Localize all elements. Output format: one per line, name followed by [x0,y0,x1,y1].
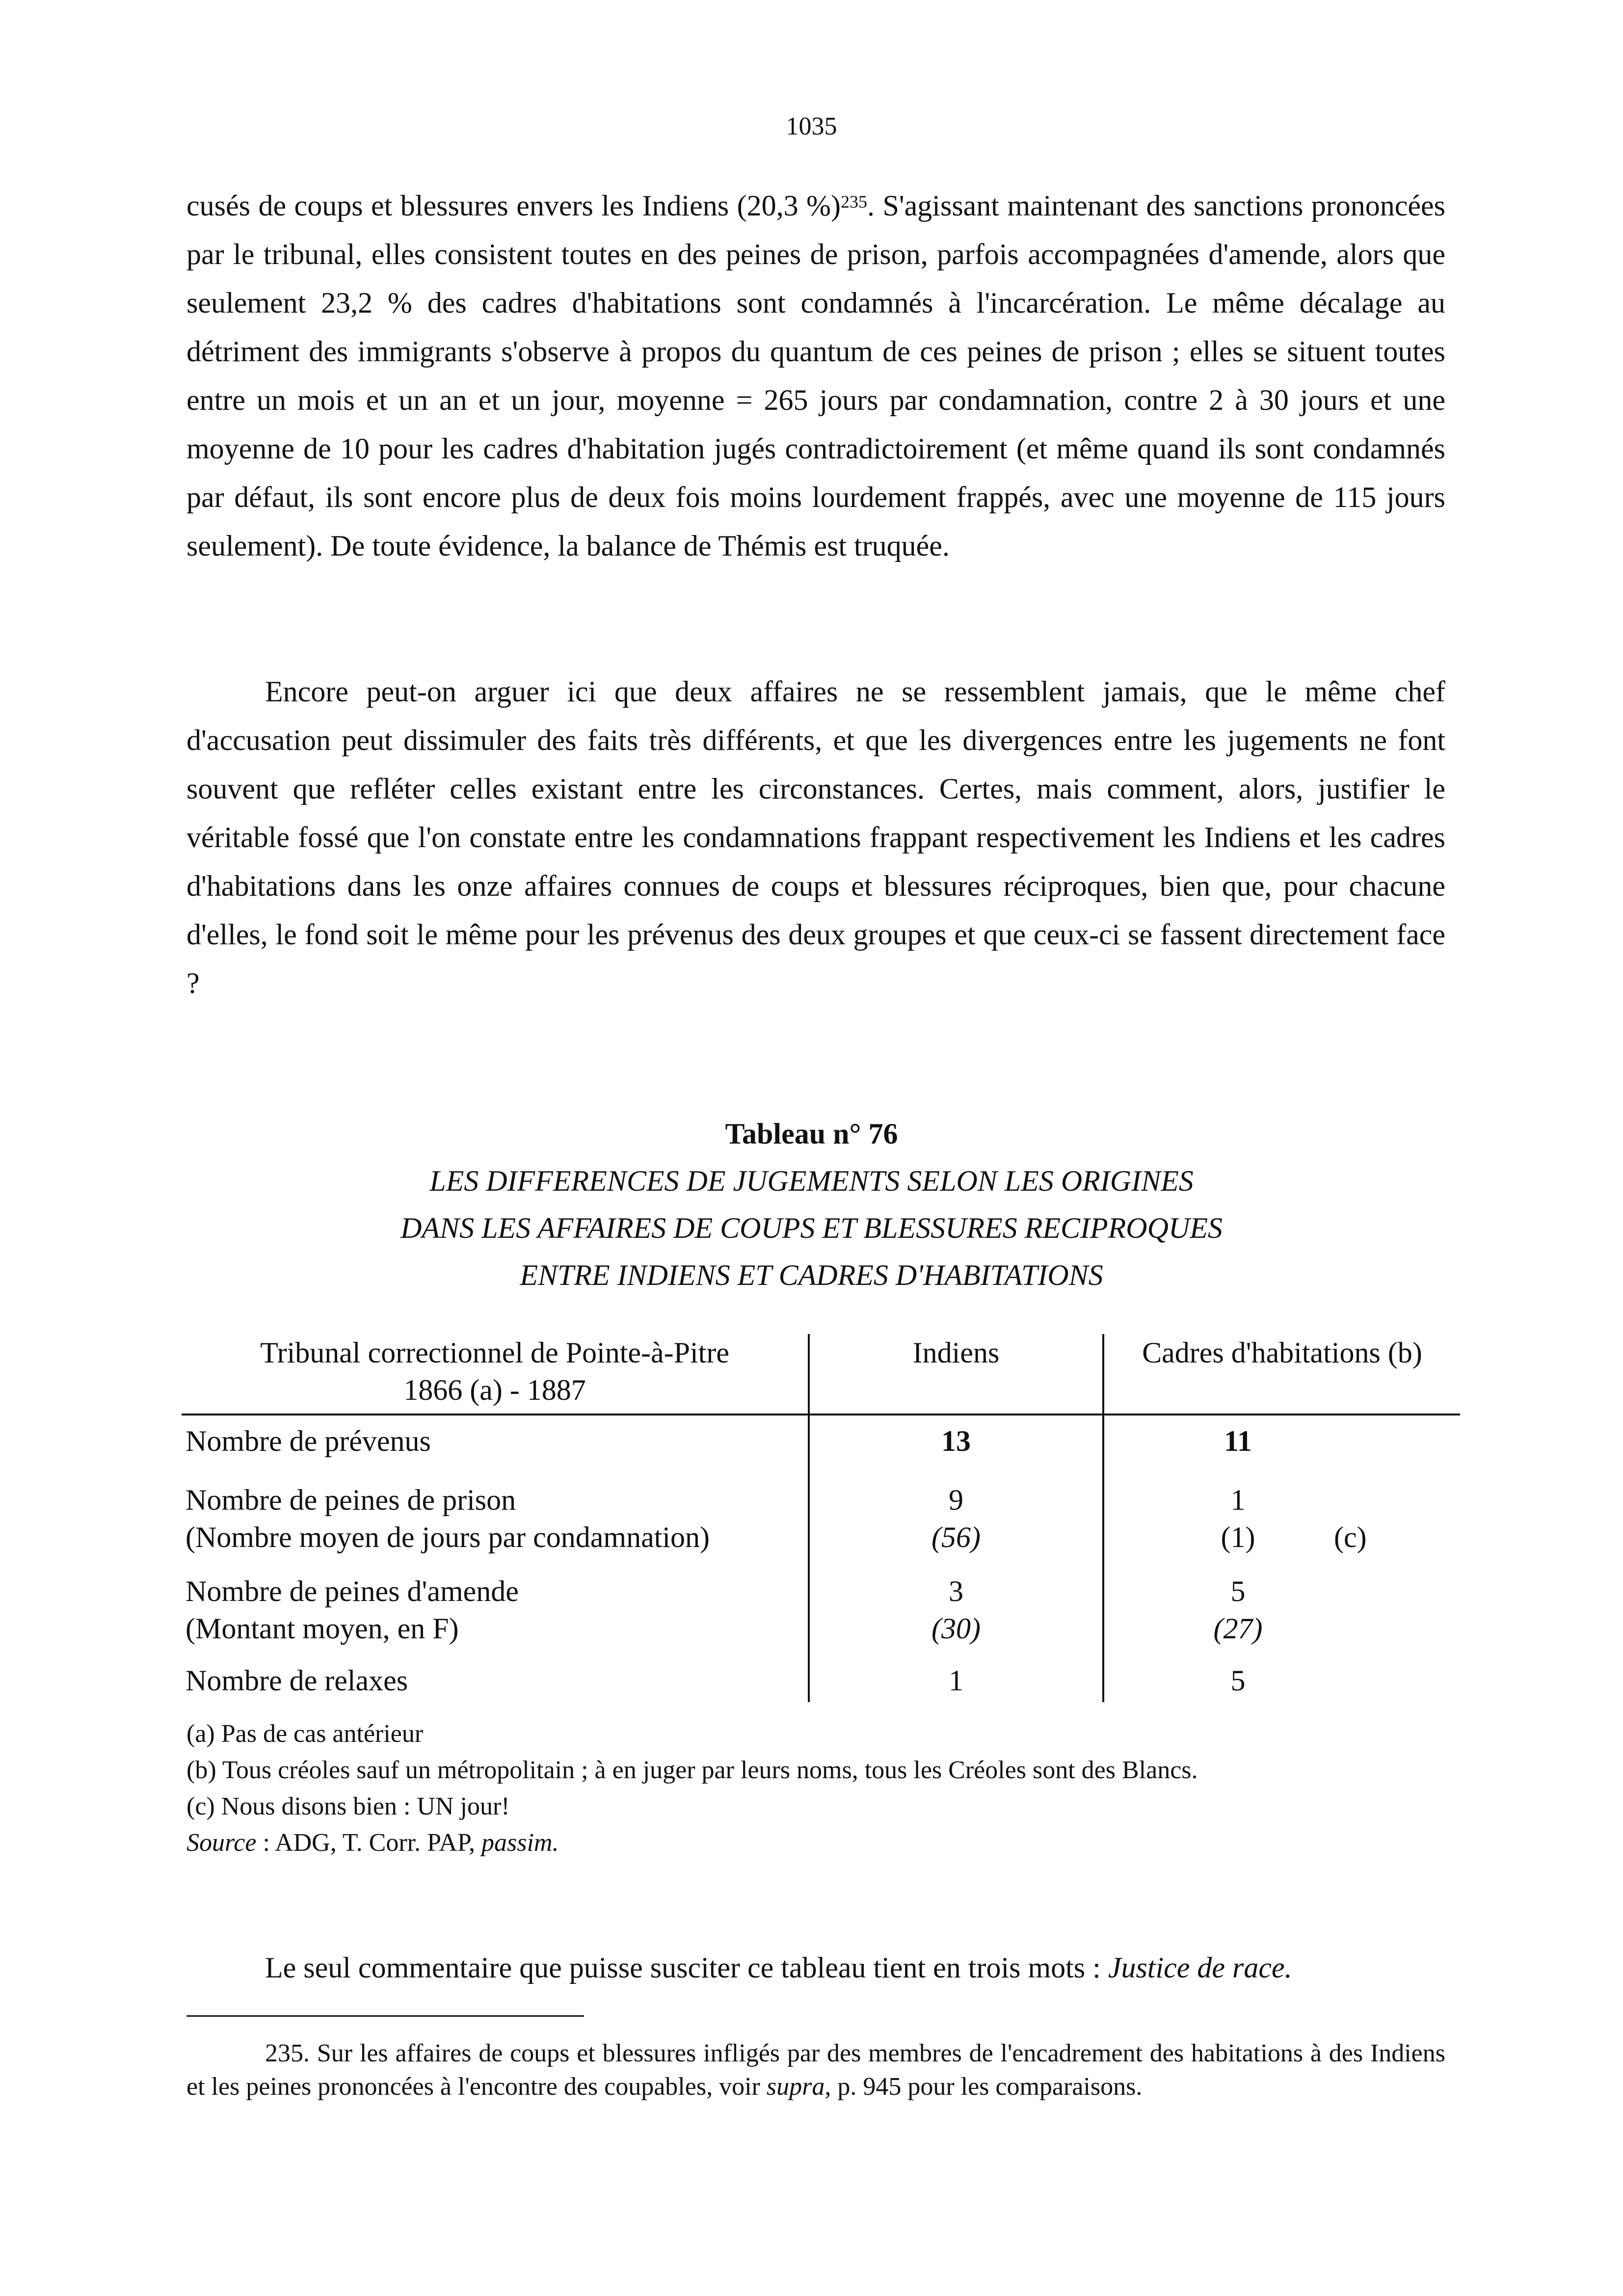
header-col-indiens: Indiens [912,1336,1000,1369]
row-label-relaxes: Nombre de relaxes [186,1664,408,1697]
table-title-line-1: LES DIFFERENCES DE JUGEMENTS SELON LES ORIGINES [429,1165,1194,1197]
indiens-prison: 9 [949,1484,963,1516]
row-label-prevenus: Nombre de prévenus [186,1425,431,1457]
row-sublabel-prison: (Nombre moyen de jours par condamnation) [186,1521,710,1553]
indiens-relaxes: 1 [949,1664,963,1697]
footnote-rule [186,2015,584,2017]
indiens-prevenus: 13 [941,1425,971,1457]
note-c: (c) Nous disons bien : UN jour! [186,1792,510,1820]
source-line [186,1825,1443,1861]
note-b: (b) Tous créoles sauf un métropolitain ; à en juger par leurs noms, tous les Créoles sont des Blancs. [186,1756,1198,1784]
source-passim: passim. [481,1829,559,1857]
row-label-amende: Nombre de peines d'amende [186,1575,519,1607]
paragraph-2 [186,667,1445,1008]
conclusion-text: Le seul commentaire que puisse susciter ce tableau tient en trois mots : [265,1951,1108,1984]
header-rule [182,1414,1460,1415]
judgements-table [182,1334,1460,1702]
table-heading [0,1110,1623,1299]
conclusion-emphasis: Justice de race. [1108,1951,1292,1984]
note-a: (a) Pas de cas antérieur [186,1720,424,1748]
footnote-ref-235[interactable]: 235 [841,192,868,212]
conclusion [265,1944,1292,1992]
row-sublabel-amende: (Montant moyen, en F) [186,1612,459,1645]
cadres-amende: 5 [1230,1575,1246,1607]
table-number: Tableau n° 76 [725,1118,898,1150]
header-col-tribunal [182,1334,808,1409]
footnote-supra: supra [766,2073,825,2101]
page-number: 1035 [786,112,837,140]
indiens-amende-montant: (30) [931,1612,981,1645]
paragraph-1 [186,182,1445,570]
cadres-amende-montant: (27) [1213,1612,1263,1645]
cadres-prevenus: 11 [1224,1425,1252,1457]
source-text: : ADG, T. Corr. PAP, [256,1829,481,1857]
cadres-prison: 1 [1230,1484,1246,1516]
indiens-amende: 3 [949,1575,963,1607]
header-tribunal-line-2: 1866 (a) - 1887 [403,1374,586,1406]
table-title-line-3: ENTRE INDIENS ET CADRES D'HABITATIONS [520,1259,1103,1291]
row-label-prison: Nombre de peines de prison [186,1484,516,1516]
indiens-prison-days: (56) [931,1521,981,1553]
table-title-line-2: DANS LES AFFAIRES DE COUPS ET BLESSURES RECIPROQUES [400,1212,1223,1244]
paragraph-1-text-b: . S'agissant maintenant des sanctions prononcées par le tribunal, elles consistent toutes en des peines de prison, parfois accompagnées d'amende, alors que seulement 23,2 % des cadres d'habitations sont condamnés à l'incarcération. Le même décalage au détriment des immigrants s'observe à propos du quantum de ces peines de prison ; elles se situent toutes entre un mois et un an et un jour, moyenne = 265 jours par condamnation, contre 2 à 30 jours et une moyenne de 10 pour les cadres d'habitation jugés contradictoirement (et même quand ils sont condamnés par défaut, ils sont encore plus de deux fois moins lourdement frappés, avec une moyenne de 115 jours seulement). De toute évidence, la balance de Thémis est truquée. [186,189,1445,562]
header-col-cadres: Cadres d'habitations (b) [1142,1336,1422,1369]
footnote-text-b: , p. 945 pour les comparaisons. [825,2073,1143,2101]
source-label: Source [186,1829,257,1857]
paragraph-1-text-a: cusés de coups et blessures envers les Indiens (20,3 %) [186,189,841,222]
table-notes [186,1716,1443,1861]
footnote-text-a: 235. Sur les affaires de coups et blessures infligés par des membres de l'encadrement des habitations à des Indiens et les peines prononcées à l'encontre des coupables, voir [186,2039,1445,2101]
cadres-prison-note: (c) [1334,1521,1367,1553]
footnote-235 [186,2037,1445,2104]
paragraph-2-text: Encore peut-on arguer ici que deux affaires ne se ressemblent jamais, que le même chef d'accusation peut dissimuler des faits très différents, et que les divergences entre les jugements ne font souvent que refléter celles existant entre les circonstances. Certes, mais comment, alors, justifier le véritable fossé que l'on constate entre les condamnations frappant respectivement les Indiens et les cadres d'habitations dans les onze affaires connues de coups et blessures réciproques, bien que, pour chacune d'elles, le fond soit le même pour les prévenus des deux groupes et que ceux-ci se fassent directement face ? [186,675,1445,999]
header-tribunal-line-1: Tribunal correctionnel de Pointe-à-Pitre [260,1336,729,1369]
cadres-prison-days: (1) [1221,1521,1255,1553]
cadres-relaxes: 5 [1230,1664,1246,1697]
